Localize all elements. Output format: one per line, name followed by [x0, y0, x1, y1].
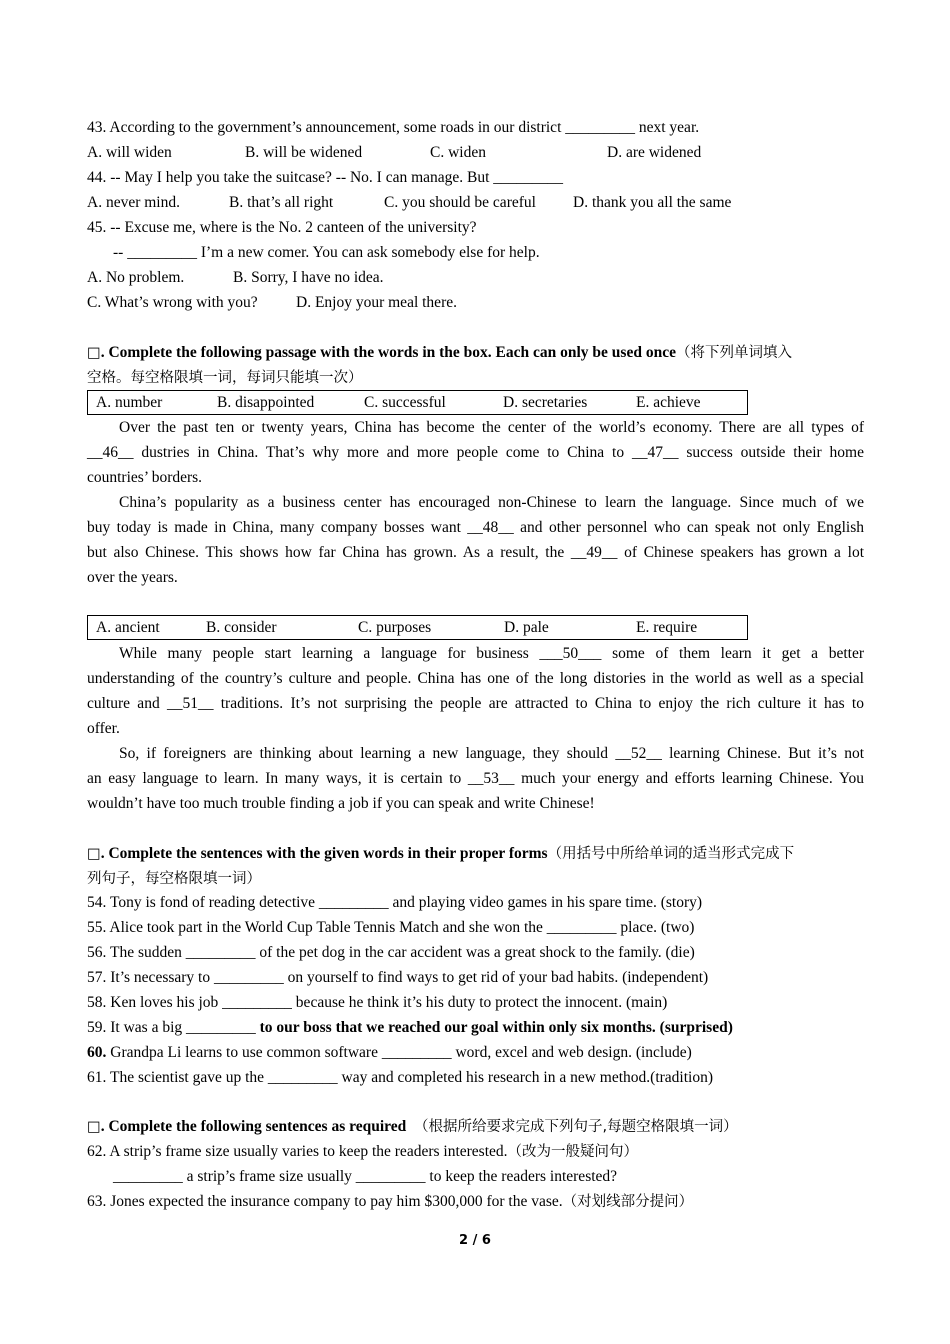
word-box-1-option-b: B. disappointed [217, 394, 315, 411]
passage-1-paragraph-2-line-3: but also Chinese. This shows how far China has grown. As a result, the __49__ of Chinese speakers has grown a lot [87, 544, 864, 561]
question-44-stem: 44. -- May I help you take the suitcase? -- No. I can manage. But _________ [87, 169, 564, 186]
passage-2-paragraph-1-line-2: understanding of the country’s culture and people. China has one of the long distories in the world as well as a special [87, 670, 864, 687]
section-3-instructions-cn-cont: 空格。每空格限填一词，每词只能填一次） [87, 370, 363, 386]
question-43-option-d: D. are widened [607, 144, 702, 161]
section-5-heading [87, 1117, 738, 1137]
question-56: 56. The sudden _________ of the pet dog in the car accident was a great shock to the family. (die) [87, 944, 695, 961]
passage-1-paragraph-2-line-1: China’s popularity as a business center has encouraged non-Chinese to learn the language. Since much of we [119, 494, 864, 511]
question-43-option-b: B. will be widened [245, 144, 363, 161]
section-4-instructions-cn: （用括号中所给单词的适当形式完成下 [547, 846, 795, 862]
passage-1-paragraph-1-line-2: __46__ dustries in China. That’s why more and more people come to China to __47__ success outside their home [87, 444, 864, 461]
question-63-instruction-cn: （对划线部分提问） [562, 1194, 694, 1210]
section-5-marker: □ [87, 1119, 101, 1135]
section-4-title: . Complete the sentences with the given words in their proper forms [100, 845, 548, 862]
word-box-2-option-b: B. consider [206, 619, 277, 636]
section-4-instructions-cn-cont: 列句子，每空格限填一词） [87, 871, 261, 887]
question-60-text: Grandpa Li learns to use common software _________ word, excel and web design. (include) [106, 1044, 692, 1061]
word-box-1-option-d: D. secretaries [503, 394, 588, 411]
question-43-option-a: A. will widen [87, 144, 172, 161]
word-box-1-option-c: C. successful [364, 394, 446, 411]
passage-2-paragraph-2-line-1: So, if foreigners are thinking about learning a new language, they should __52__ learning Chinese. But it’s not [119, 745, 864, 762]
question-60 [87, 1043, 692, 1063]
question-54: 54. Tony is fond of reading detective _________ and playing video games in his spare time. (story) [87, 894, 703, 911]
section-4-heading [87, 844, 794, 864]
question-44-option-b: B. that’s all right [229, 194, 334, 211]
question-55: 55. Alice took part in the World Cup Table Tennis Match and she won the _________ place. (two) [87, 919, 695, 936]
question-45-option-d: D. Enjoy your meal there. [296, 294, 457, 311]
question-63 [87, 1192, 693, 1212]
question-45-stem: 45. -- Excuse me, where is the No. 2 canteen of the university? [87, 219, 477, 236]
passage-2-paragraph-1-line-1: While many people start learning a language for business ___50___ some of them learn it get a better [119, 645, 864, 662]
question-44-option-c: C. you should be careful [384, 194, 536, 211]
question-43-option-c: C. widen [430, 144, 486, 161]
passage-2-paragraph-2-line-2: an easy language to learn. In many ways, it is certain to __53__ much your energy and efforts learning Chinese. You [87, 770, 864, 787]
question-45-reply: -- _________ I’m a new comer. You can ask somebody else for help. [113, 244, 540, 261]
word-box-1 [87, 390, 748, 415]
passage-2-paragraph-1-line-4: offer. [87, 720, 120, 737]
word-box-2-option-e: E. require [636, 619, 698, 636]
word-box-2-option-a: A. ancient [96, 619, 160, 636]
section-5-instructions-cn: （根据所给要求完成下列句子,每题空格限填一词） [413, 1119, 738, 1135]
question-58: 58. Ken loves his job _________ because he think it’s his duty to protect the innocent. (main) [87, 994, 668, 1011]
passage-1-paragraph-1-line-1: Over the past ten or twenty years, China has become the center of the world’s economy. There are all types of [119, 419, 864, 436]
section-3-marker: □ [87, 345, 101, 361]
word-box-2-option-c: C. purposes [358, 619, 432, 636]
section-3-heading [87, 343, 792, 363]
question-60-number: 60. [87, 1044, 107, 1061]
word-box-2-option-d: D. pale [504, 619, 549, 636]
passage-2-paragraph-2-line-3: wouldn’t have too much trouble finding a job if you can speak and write Chinese! [87, 795, 595, 812]
question-62-text: 62. A strip’s frame size usually varies to keep the readers interested. [87, 1143, 508, 1160]
question-45-option-b: B. Sorry, I have no idea. [233, 269, 384, 286]
page-number: 2 / 6 [459, 1233, 491, 1248]
word-box-1-option-e: E. achieve [636, 394, 701, 411]
section-3-title: . Complete the following passage with the words in the box. Each can only be used once [100, 344, 676, 361]
section-5-title: . Complete the following sentences as required [100, 1118, 407, 1135]
question-59 [87, 1018, 733, 1038]
question-62-instruction-cn: （改为一般疑问句） [507, 1144, 639, 1160]
word-box-1-option-a: A. number [96, 394, 163, 411]
question-44-option-a: A. never mind. [87, 194, 180, 211]
question-45-option-a: A. No problem. [87, 269, 185, 286]
question-62 [87, 1142, 638, 1162]
question-57: 57. It’s necessary to _________ on yourself to find ways to get rid of your bad habits. (independent) [87, 969, 709, 986]
passage-2-paragraph-1-line-3: culture and __51__ traditions. It’s not surprising the people are attracted to China to enjoy the rich culture it has to [87, 695, 864, 712]
question-45-option-c: C. What’s wrong with you? [87, 294, 258, 311]
passage-1-paragraph-2-line-4: over the years. [87, 569, 178, 586]
question-43-stem: 43. According to the government’s announcement, some roads in our district _________ next year. [87, 119, 700, 136]
section-4-marker: □ [87, 846, 101, 862]
question-44-option-d: D. thank you all the same [573, 194, 732, 211]
word-box-2 [87, 615, 748, 640]
passage-1-paragraph-2-line-2: buy today is made in China, many company bosses want __48__ and other personnel who can speak not only English [87, 519, 864, 536]
question-63-text: 63. Jones expected the insurance company to pay him $300,000 for the vase. [87, 1193, 563, 1210]
question-59-start: 59. It was a big _________ [87, 1019, 256, 1036]
question-62-answer-line: _________ a strip’s frame size usually _________ to keep the readers interested? [113, 1168, 618, 1185]
question-59-end: to our boss that we reached our goal within only six months. (surprised) [255, 1019, 733, 1036]
passage-1-paragraph-1-line-3: countries’ borders. [87, 469, 203, 486]
section-3-instructions-cn: （将下列单词填入 [675, 345, 792, 361]
question-61: 61. The scientist gave up the _________ way and completed his research in a new method.(tradition) [87, 1069, 714, 1086]
